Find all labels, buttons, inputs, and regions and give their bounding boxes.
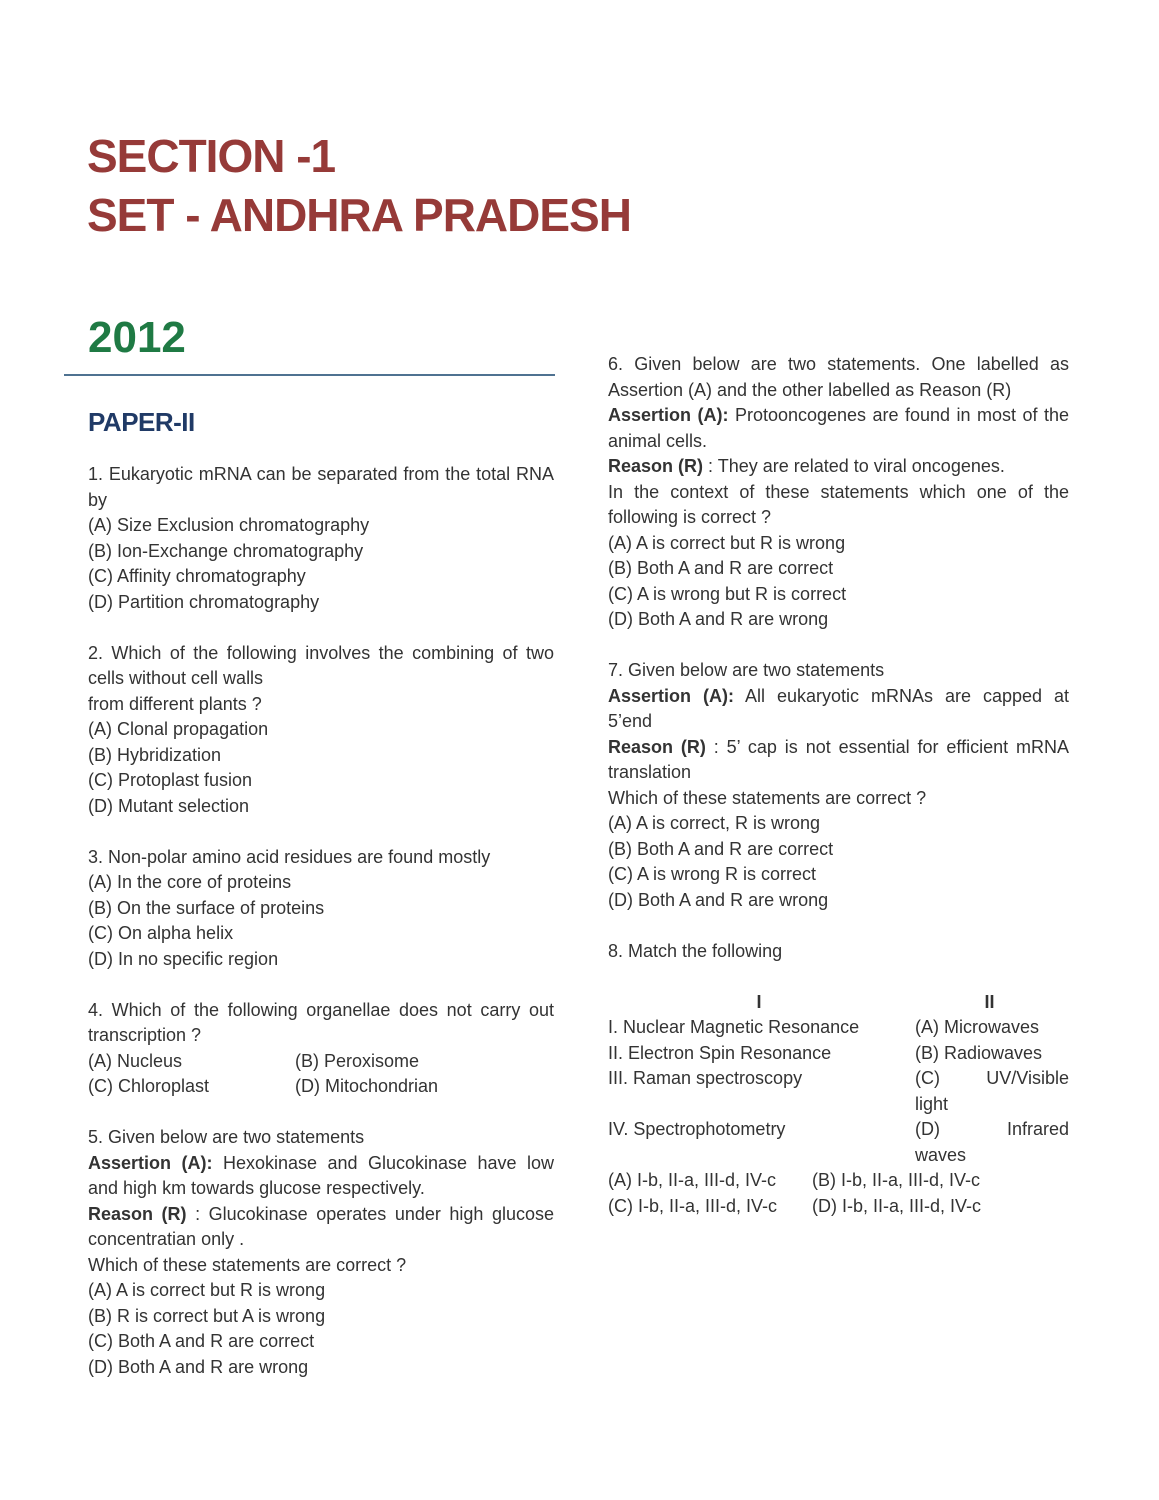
match-item: II. Electron Spin Resonance xyxy=(608,1042,832,1063)
option-cell: (D) I-b, II-a, III-d, IV-c xyxy=(812,1195,982,1216)
question-3 xyxy=(88,845,554,973)
text: 3. Non-polar amino acid residues are found mostly xyxy=(88,846,491,867)
paragraph xyxy=(608,786,1069,812)
paragraph xyxy=(608,352,1069,403)
option-line: (B) Both A and R are correct xyxy=(608,838,834,859)
options-grid xyxy=(608,1168,1069,1219)
paragraph xyxy=(88,1202,554,1253)
text: 4. Which of the following organellae does not carry out transcription ? xyxy=(88,999,554,1045)
option-line: (A) Clonal propagation xyxy=(88,719,269,739)
paper-heading: PAPER-II xyxy=(88,407,195,437)
option-cell: (A) Nucleus xyxy=(88,1050,183,1071)
paragraph xyxy=(88,1151,554,1202)
text: from different plants ? xyxy=(88,693,262,714)
bold-text: Assertion (A): xyxy=(608,405,729,425)
option-line: (A) Size Exclusion chromatography xyxy=(88,515,370,535)
option-line: (C) Both A and R are correct xyxy=(88,1331,315,1351)
match-item: I. Nuclear Magnetic Resonance xyxy=(608,1017,860,1037)
year-heading: 2012 xyxy=(88,313,186,362)
match-row xyxy=(608,1015,1069,1041)
match-item: III. Raman spectroscopy xyxy=(608,1068,803,1088)
paragraph xyxy=(608,684,1069,735)
bold-text: Reason (R) xyxy=(88,1203,187,1224)
match-option-label: (C) xyxy=(915,1068,940,1088)
option-cell: (C) Chloroplast xyxy=(88,1076,210,1096)
text: Protooncogenes are found in most of the animal cells. xyxy=(608,405,1069,451)
option-line: (C) Protoplast fusion xyxy=(88,770,253,790)
match-col1-header: I xyxy=(756,991,762,1012)
option-line: (D) Partition chromatography xyxy=(88,591,320,612)
paragraph xyxy=(88,998,554,1049)
paragraph xyxy=(88,462,554,513)
option-line: (D) Both A and R are wrong xyxy=(608,609,829,629)
question-6 xyxy=(608,352,1069,633)
match-col2-header: II xyxy=(984,991,995,1012)
option-cell: (C) I-b, II-a, III-d, IV-c xyxy=(608,1195,778,1216)
text: : They are related to viral oncogenes. xyxy=(703,456,1005,476)
question-7 xyxy=(608,658,1069,913)
text: : 5’ cap is not essential for efficient mRNA translation xyxy=(608,736,1069,782)
option-cell: (B) Peroxisome xyxy=(295,1050,420,1071)
match-row xyxy=(608,1066,1069,1117)
paragraph xyxy=(608,454,1069,480)
paragraph xyxy=(88,1125,554,1151)
bold-text: Assertion (A): xyxy=(88,1152,213,1173)
options-grid xyxy=(88,1049,554,1100)
option-line: (B) Ion-Exchange chromatography xyxy=(88,540,364,561)
option-line: (A) A is correct but R is wrong xyxy=(608,532,846,553)
option-line: (C) A is wrong R is correct xyxy=(608,864,817,884)
match-option-text: UV/Visible xyxy=(986,1068,1069,1088)
match-table-header xyxy=(608,990,1069,1016)
match-item: IV. Spectrophotometry xyxy=(608,1119,786,1139)
match-option-justified xyxy=(915,1066,1069,1092)
option-line: (D) Both A and R are wrong xyxy=(88,1356,309,1377)
match-option-text: Infrared xyxy=(1006,1119,1069,1139)
option-line: (B) R is correct but A is wrong xyxy=(88,1305,326,1326)
bold-text: Reason (R) xyxy=(608,736,706,757)
match-row xyxy=(608,1041,1069,1067)
section-title-line2: SET - ANDHRA PRADESH xyxy=(87,189,631,241)
horizontal-rule xyxy=(64,374,555,376)
option-line: (A) A is correct, R is wrong xyxy=(608,813,821,833)
text: 1. Eukaryotic mRNA can be separated from the total RNA by xyxy=(88,464,554,510)
option-line: (A) In the core of proteins xyxy=(88,872,292,892)
match-option: (A) Microwaves xyxy=(915,1017,1040,1037)
match-option xyxy=(915,1117,1069,1168)
section-title-line1: SECTION -1 xyxy=(87,130,336,182)
option-cell: (D) Mitochondrian xyxy=(295,1076,439,1096)
text: 6. Given below are two statements. One labelled as Assertion (A) and the other labelled as Reason (R) xyxy=(608,354,1069,400)
option-line: (B) Both A and R are correct xyxy=(608,558,834,578)
question-5 xyxy=(88,1125,554,1380)
column-right xyxy=(608,352,1069,1219)
question-2 xyxy=(88,641,554,820)
text: Which of these statements are correct ? xyxy=(608,787,927,808)
paragraph xyxy=(88,692,554,718)
option-line: (B) Hybridization xyxy=(88,744,222,765)
paragraph xyxy=(88,641,554,692)
option-cell: (B) I-b, II-a, III-d, IV-c xyxy=(812,1170,981,1190)
match-option: (B) Radiowaves xyxy=(915,1042,1043,1063)
match-option-justified xyxy=(915,1117,1069,1143)
option-line: (D) Mutant selection xyxy=(88,795,250,816)
option-cell: (A) I-b, II-a, III-d, IV-c xyxy=(608,1170,777,1190)
text: : Glucokinase operates under high glucose concentratian only . xyxy=(88,1203,555,1249)
paragraph xyxy=(608,735,1069,786)
text: 5. Given below are two statements xyxy=(88,1127,365,1147)
section-title xyxy=(87,127,631,245)
bold-text: Reason (R) xyxy=(608,456,704,476)
column-left xyxy=(88,462,554,1380)
text: 7. Given below are two statements xyxy=(608,660,885,680)
paragraph xyxy=(88,845,554,871)
option-line: (C) Affinity chromatography xyxy=(88,566,306,586)
paragraph xyxy=(608,939,1069,965)
option-line: (C) On alpha helix xyxy=(88,923,234,943)
bold-text: Assertion (A): xyxy=(608,685,734,706)
option-line: (A) A is correct but R is wrong xyxy=(88,1280,326,1300)
question-8 xyxy=(608,939,1069,1220)
question-1 xyxy=(88,462,554,615)
paragraph xyxy=(608,403,1069,454)
text: Which of these statements are correct ? xyxy=(88,1254,407,1275)
text: 8. Match the following xyxy=(608,940,783,961)
paragraph xyxy=(88,1253,554,1279)
question-4 xyxy=(88,998,554,1100)
option-line: (B) On the surface of proteins xyxy=(88,897,325,918)
text: Hexokinase and Glucokinase have low and high km towards glucose respectively. xyxy=(88,1152,554,1198)
option-line: (C) A is wrong but R is correct xyxy=(608,583,847,604)
match-option xyxy=(915,1066,1069,1117)
text: 2. Which of the following involves the combining of two cells without cell walls xyxy=(88,642,554,688)
match-row xyxy=(608,1117,1069,1168)
match-option-wrap-line: waves xyxy=(915,1144,967,1165)
paragraph xyxy=(608,658,1069,684)
paragraph xyxy=(608,480,1069,531)
option-line: (D) In no specific region xyxy=(88,948,279,969)
match-option-wrap-line: light xyxy=(915,1093,949,1114)
text: In the context of these statements which one of the following is correct ? xyxy=(608,481,1069,527)
option-line: (D) Both A and R are wrong xyxy=(608,889,829,910)
text: All eukaryotic mRNAs are capped at 5’end xyxy=(608,685,1069,731)
match-option-label: (D) xyxy=(915,1119,940,1139)
